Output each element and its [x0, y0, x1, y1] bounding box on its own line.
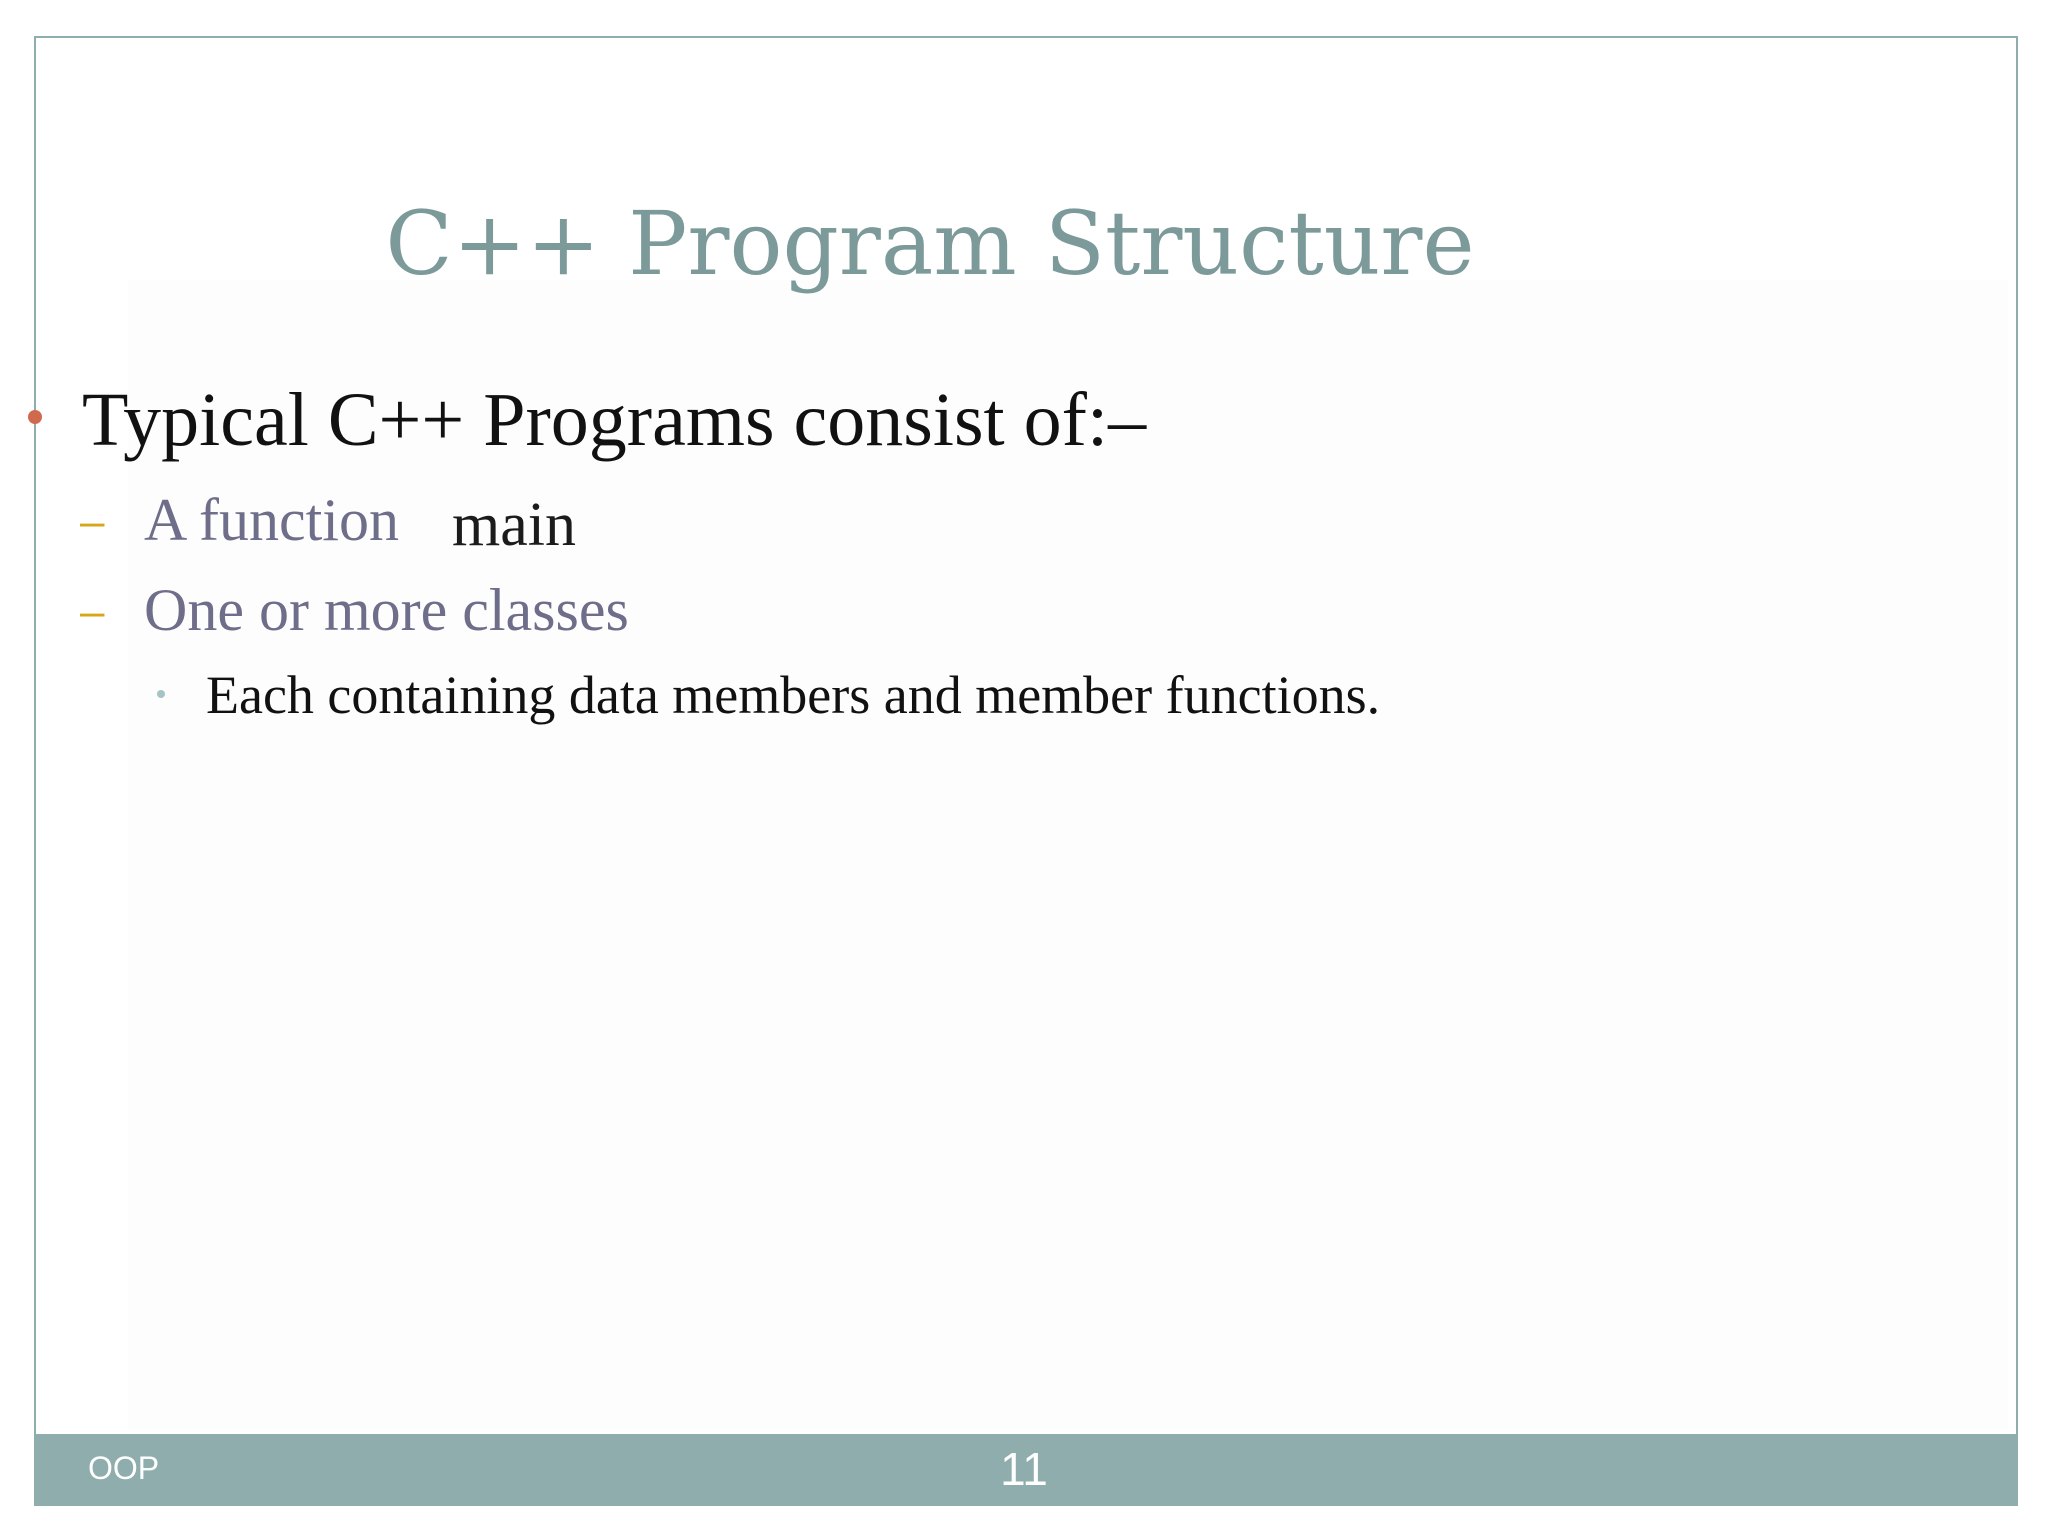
bullet-level1: Typical C++ Programs consist of:–: [82, 378, 1147, 462]
bullet-level2-classes: One or more classes: [144, 577, 629, 643]
bullet-level2-function: A function: [144, 487, 399, 553]
bullet-level3: Each containing data members and member functions.: [206, 665, 1381, 725]
sub-bullet-dot-icon: [157, 690, 165, 698]
code-main: main: [452, 491, 576, 559]
page-number: 11: [1000, 1443, 1048, 1495]
dash-icon: –: [80, 497, 105, 546]
slide-title: C++ Program Structure: [385, 192, 1475, 295]
footer-label: OOP: [88, 1450, 160, 1486]
bullet-dot-icon: [28, 410, 42, 424]
dash-icon: –: [80, 587, 105, 636]
